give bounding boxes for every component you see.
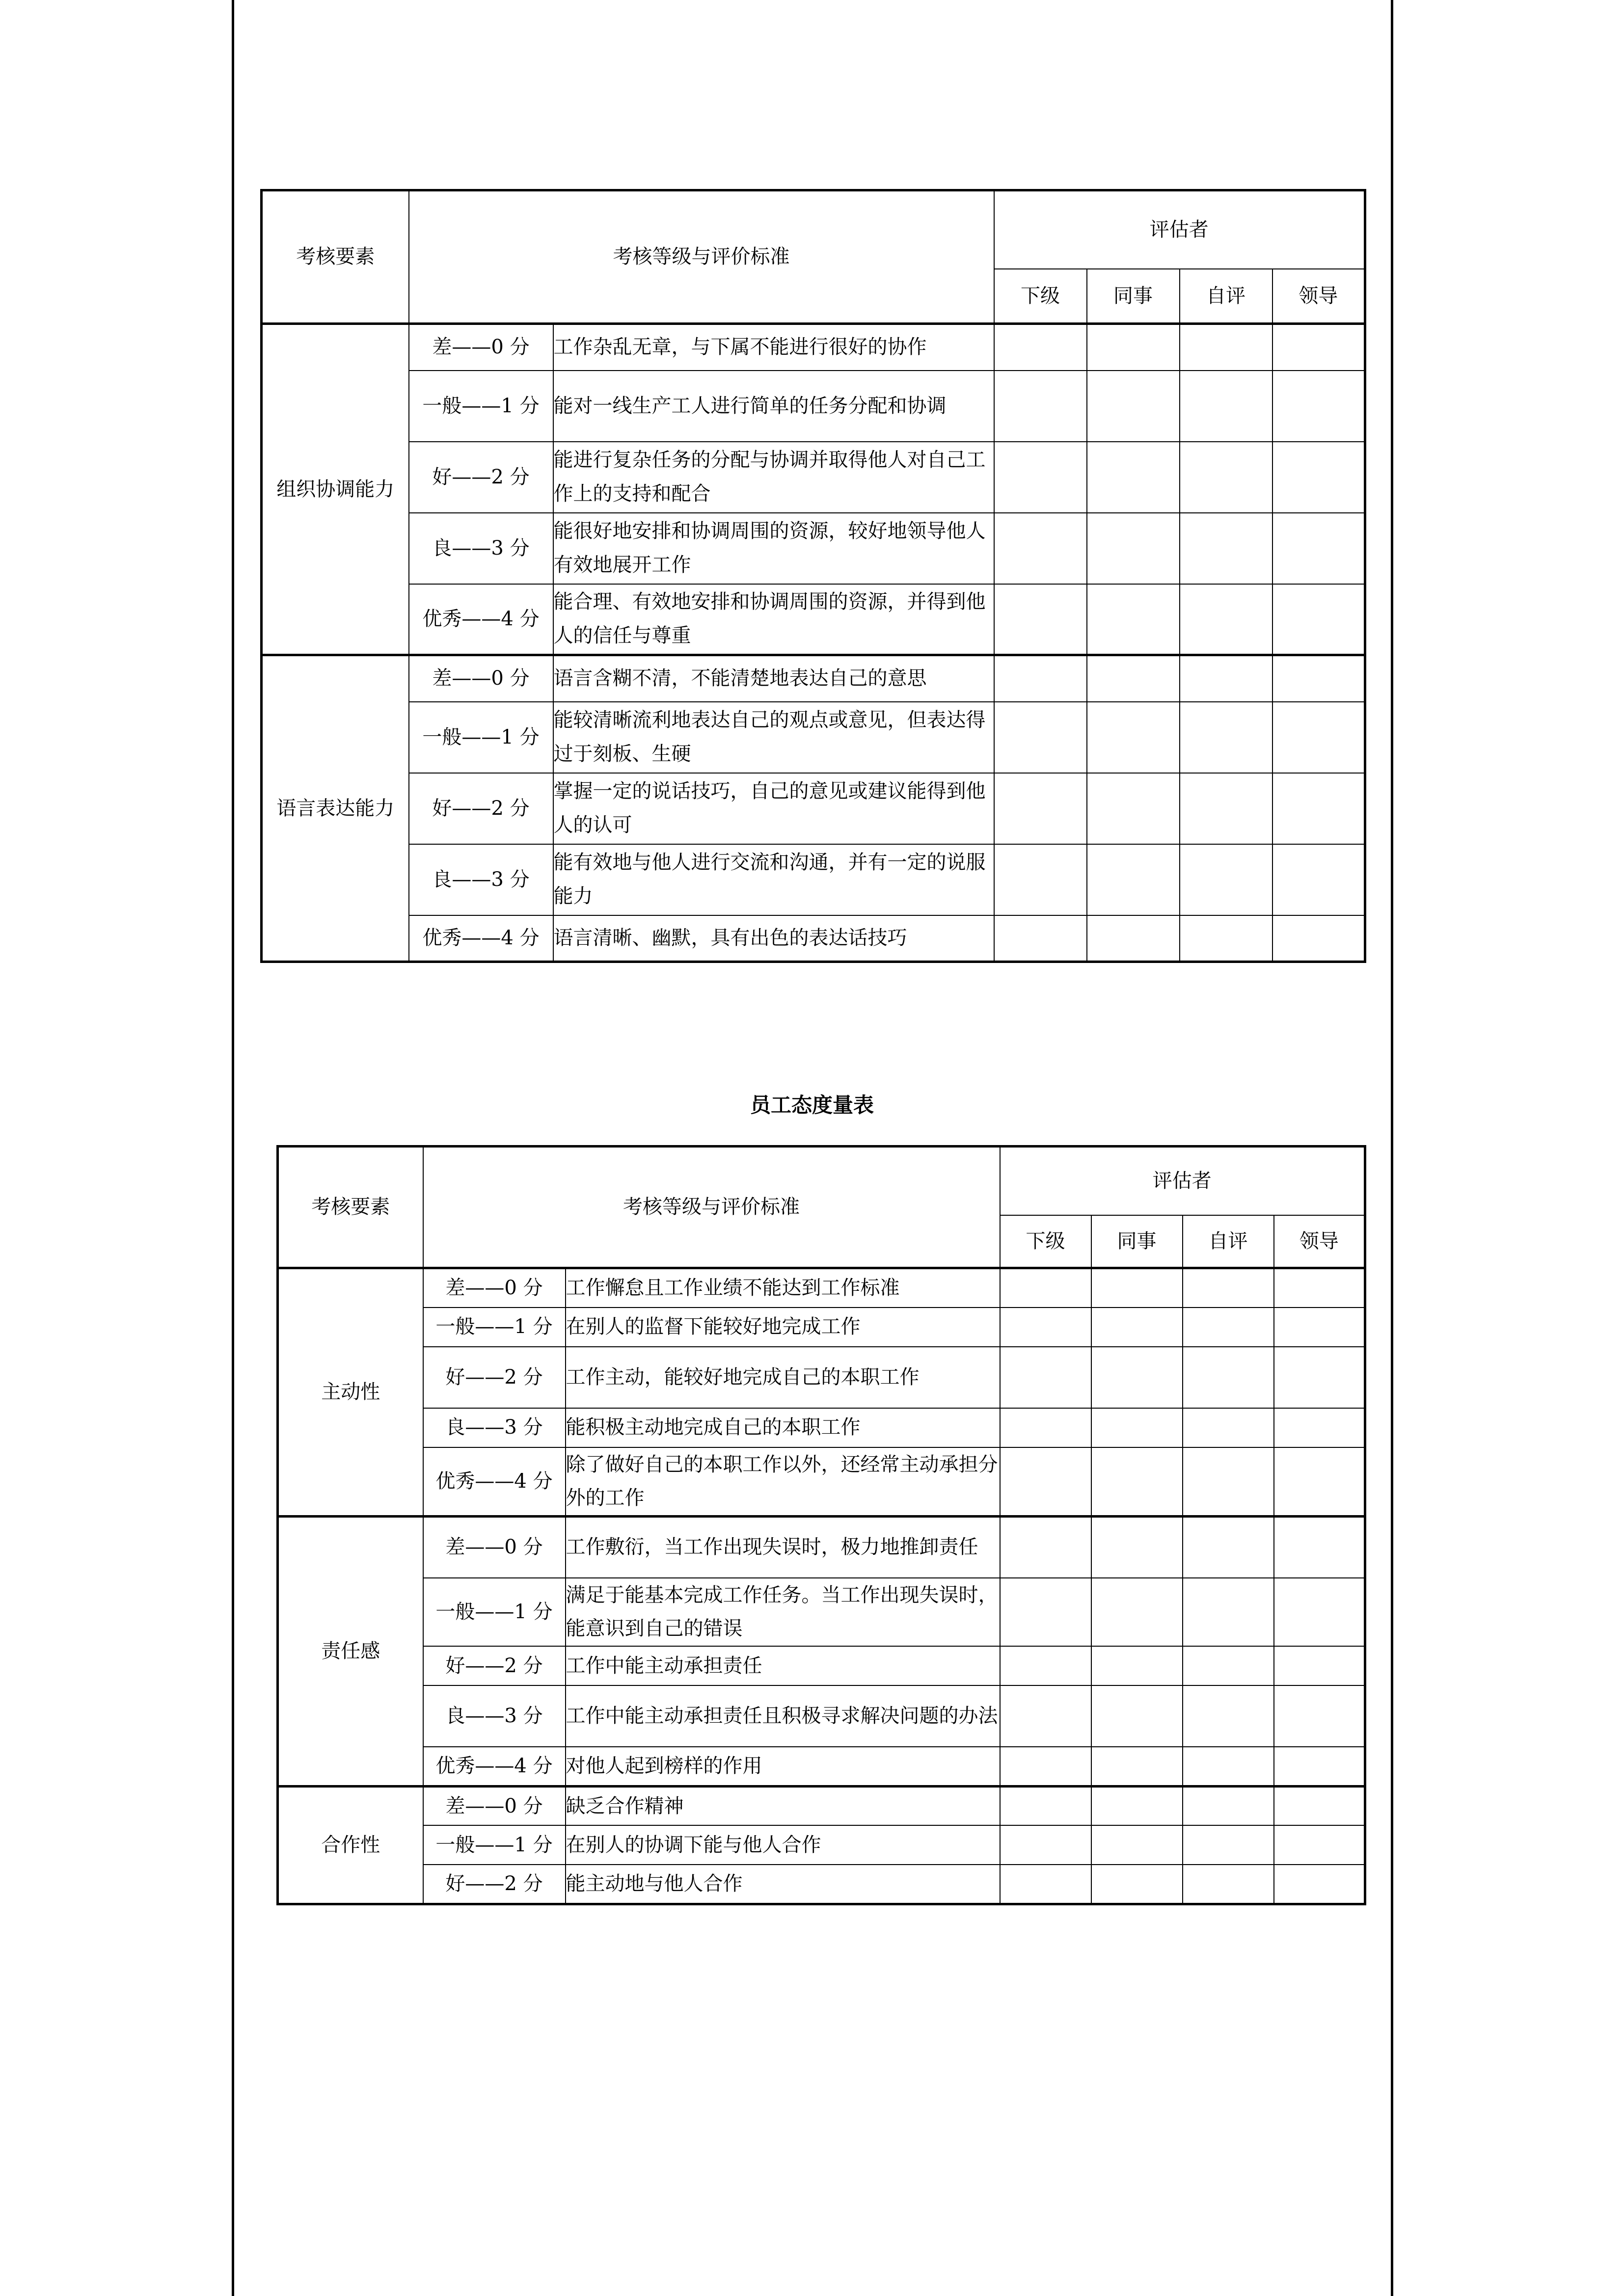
rating-description: 语言含糊不清，不能清楚地表达自己的意思 xyxy=(553,655,994,702)
score-input-自评[interactable] xyxy=(1180,773,1272,844)
section-title: 员工态度量表 xyxy=(750,1093,874,1117)
table-row xyxy=(262,844,1365,915)
rating-description: 能很好地安排和协调周围的资源，较好地领导他人有效地展开工作 xyxy=(553,513,994,584)
score-input-自评[interactable] xyxy=(1180,324,1272,371)
rating-description: 工作中能主动承担责任 xyxy=(566,1646,1000,1685)
score-input-领导[interactable] xyxy=(1274,1865,1365,1904)
score-input-同事[interactable] xyxy=(1087,584,1180,655)
rating-level: 一般——1 分 xyxy=(409,702,553,773)
rating-level: 差——0 分 xyxy=(423,1786,566,1825)
rating-level: 差——0 分 xyxy=(423,1517,566,1578)
score-input-领导[interactable] xyxy=(1274,1646,1365,1685)
factor-name: 主动性 xyxy=(278,1268,423,1517)
score-input-下级[interactable] xyxy=(1000,1786,1091,1825)
table-row xyxy=(278,1747,1365,1786)
table-row xyxy=(262,324,1365,371)
rating-level: 良——3 分 xyxy=(423,1408,566,1447)
score-input-自评[interactable] xyxy=(1180,915,1272,962)
score-input-领导[interactable] xyxy=(1274,1747,1365,1786)
score-input-领导[interactable] xyxy=(1274,1685,1365,1747)
score-input-同事[interactable] xyxy=(1091,1308,1183,1347)
score-input-领导[interactable] xyxy=(1274,1347,1365,1408)
rating-description: 能积极主动地完成自己的本职工作 xyxy=(566,1408,1000,1447)
score-input-自评[interactable] xyxy=(1180,584,1272,655)
score-input-自评[interactable] xyxy=(1180,371,1272,442)
score-input-同事[interactable] xyxy=(1087,702,1180,773)
table-row xyxy=(278,1685,1365,1747)
rating-level: 好——2 分 xyxy=(423,1865,566,1904)
score-input-下级[interactable] xyxy=(994,513,1087,584)
score-input-下级[interactable] xyxy=(1000,1447,1091,1517)
rating-level: 差——0 分 xyxy=(409,655,553,702)
score-input-下级[interactable] xyxy=(994,702,1087,773)
score-input-自评[interactable] xyxy=(1183,1747,1274,1786)
rating-level: 好——2 分 xyxy=(409,442,553,513)
score-input-下级[interactable] xyxy=(1000,1268,1091,1308)
table-row xyxy=(262,655,1365,702)
score-input-同事[interactable] xyxy=(1087,371,1180,442)
table-row xyxy=(278,1408,1365,1447)
score-input-同事[interactable] xyxy=(1091,1786,1183,1825)
score-input-领导[interactable] xyxy=(1274,1447,1365,1517)
rating-level: 良——3 分 xyxy=(423,1685,566,1747)
score-input-自评[interactable] xyxy=(1180,655,1272,702)
score-input-下级[interactable] xyxy=(1000,1685,1091,1747)
score-input-同事[interactable] xyxy=(1087,773,1180,844)
table-row xyxy=(262,702,1365,773)
table-row xyxy=(278,1825,1365,1865)
table-row xyxy=(278,1865,1365,1904)
table-header-row-primary xyxy=(278,1147,1365,1215)
header-criteria: 考核等级与评价标准 xyxy=(423,1147,1000,1268)
table-row xyxy=(278,1447,1365,1517)
header-evaluator-1: 下级 xyxy=(1000,1215,1091,1268)
header-criteria: 考核等级与评价标准 xyxy=(409,190,994,324)
header-evaluator-2: 同事 xyxy=(1087,269,1180,324)
score-input-同事[interactable] xyxy=(1091,1578,1183,1647)
score-input-领导[interactable] xyxy=(1274,1408,1365,1447)
score-input-下级[interactable] xyxy=(1000,1517,1091,1578)
header-evaluator-group: 评估者 xyxy=(994,190,1365,269)
rating-level: 差——0 分 xyxy=(409,324,553,371)
rating-description: 工作杂乱无章，与下属不能进行很好的协作 xyxy=(553,324,994,371)
rating-level: 优秀——4 分 xyxy=(423,1447,566,1517)
rating-description: 在别人的协调下能与他人合作 xyxy=(566,1825,1000,1865)
score-input-同事[interactable] xyxy=(1087,844,1180,915)
factor-name: 合作性 xyxy=(278,1786,423,1904)
table-row xyxy=(262,915,1365,962)
score-input-自评[interactable] xyxy=(1183,1786,1274,1825)
score-input-同事[interactable] xyxy=(1091,1268,1183,1308)
score-input-领导[interactable] xyxy=(1274,1308,1365,1347)
rating-description: 工作中能主动承担责任且积极寻求解决问题的办法 xyxy=(566,1685,1000,1747)
rating-description: 能进行复杂任务的分配与协调并取得他人对自己工作上的支持和配合 xyxy=(553,442,994,513)
score-input-领导[interactable] xyxy=(1272,442,1365,513)
rating-description: 缺乏合作精神 xyxy=(566,1786,1000,1825)
rating-description: 对他人起到榜样的作用 xyxy=(566,1747,1000,1786)
competency-rating-table xyxy=(260,189,1366,963)
score-input-同事[interactable] xyxy=(1091,1865,1183,1904)
score-input-下级[interactable] xyxy=(994,584,1087,655)
table-row xyxy=(262,773,1365,844)
rating-level: 一般——1 分 xyxy=(423,1308,566,1347)
table-row xyxy=(278,1268,1365,1308)
rating-description: 工作敷衍，当工作出现失误时，极力地推卸责任 xyxy=(566,1517,1000,1578)
score-input-自评[interactable] xyxy=(1183,1408,1274,1447)
rating-description: 能较清晰流利地表达自己的观点或意见，但表达得过于刻板、生硬 xyxy=(553,702,994,773)
score-input-自评[interactable] xyxy=(1183,1578,1274,1647)
score-input-下级[interactable] xyxy=(994,915,1087,962)
table-header-row-primary xyxy=(262,190,1365,269)
header-evaluator-4: 领导 xyxy=(1274,1215,1365,1268)
rating-level: 良——3 分 xyxy=(409,844,553,915)
score-input-同事[interactable] xyxy=(1091,1747,1183,1786)
rating-description: 能主动地与他人合作 xyxy=(566,1865,1000,1904)
rating-level: 一般——1 分 xyxy=(423,1578,566,1647)
score-input-同事[interactable] xyxy=(1087,324,1180,371)
table-row xyxy=(278,1347,1365,1408)
rating-description: 除了做好自己的本职工作以外，还经常主动承担分外的工作 xyxy=(566,1447,1000,1517)
table-row xyxy=(262,513,1365,584)
score-input-同事[interactable] xyxy=(1091,1685,1183,1747)
rating-level: 优秀——4 分 xyxy=(423,1747,566,1786)
score-input-领导[interactable] xyxy=(1274,1517,1365,1578)
score-input-同事[interactable] xyxy=(1091,1825,1183,1865)
rating-description: 在别人的监督下能较好地完成工作 xyxy=(566,1308,1000,1347)
rating-description: 能对一线生产工人进行简单的任务分配和协调 xyxy=(553,371,994,442)
score-input-领导[interactable] xyxy=(1272,655,1365,702)
table-row xyxy=(278,1578,1365,1647)
score-input-同事[interactable] xyxy=(1091,1408,1183,1447)
factor-name: 责任感 xyxy=(278,1517,423,1787)
score-input-下级[interactable] xyxy=(1000,1865,1091,1904)
score-input-自评[interactable] xyxy=(1180,513,1272,584)
rating-level: 好——2 分 xyxy=(409,773,553,844)
score-input-同事[interactable] xyxy=(1087,915,1180,962)
rating-level: 差——0 分 xyxy=(423,1268,566,1308)
score-input-同事[interactable] xyxy=(1087,442,1180,513)
header-factor: 考核要素 xyxy=(278,1147,423,1268)
header-evaluator-4: 领导 xyxy=(1272,269,1365,324)
header-factor: 考核要素 xyxy=(262,190,409,324)
score-input-领导[interactable] xyxy=(1274,1786,1365,1825)
score-input-领导[interactable] xyxy=(1274,1578,1365,1647)
score-input-下级[interactable] xyxy=(994,442,1087,513)
score-input-自评[interactable] xyxy=(1180,442,1272,513)
rating-description: 工作主动，能较好地完成自己的本职工作 xyxy=(566,1347,1000,1408)
rating-description: 能合理、有效地安排和协调周围的资源，并得到他人的信任与尊重 xyxy=(553,584,994,655)
score-input-自评[interactable] xyxy=(1183,1347,1274,1408)
score-input-同事[interactable] xyxy=(1091,1517,1183,1578)
score-input-下级[interactable] xyxy=(1000,1347,1091,1408)
factor-name: 语言表达能力 xyxy=(262,655,409,962)
score-input-同事[interactable] xyxy=(1087,655,1180,702)
rating-description: 能有效地与他人进行交流和沟通，并有一定的说服能力 xyxy=(553,844,994,915)
rating-level: 优秀——4 分 xyxy=(409,584,553,655)
score-input-领导[interactable] xyxy=(1272,371,1365,442)
score-input-下级[interactable] xyxy=(994,773,1087,844)
table-row xyxy=(262,584,1365,655)
score-input-领导[interactable] xyxy=(1272,513,1365,584)
score-input-下级[interactable] xyxy=(1000,1578,1091,1647)
score-input-领导[interactable] xyxy=(1272,324,1365,371)
score-input-下级[interactable] xyxy=(994,844,1087,915)
score-input-下级[interactable] xyxy=(1000,1408,1091,1447)
score-input-下级[interactable] xyxy=(994,371,1087,442)
rating-level: 一般——1 分 xyxy=(409,371,553,442)
score-input-领导[interactable] xyxy=(1272,844,1365,915)
score-input-同事[interactable] xyxy=(1091,1347,1183,1408)
rating-description: 语言清晰、幽默，具有出色的表达话技巧 xyxy=(553,915,994,962)
factor-name: 组织协调能力 xyxy=(262,324,409,655)
score-input-自评[interactable] xyxy=(1183,1517,1274,1578)
score-input-下级[interactable] xyxy=(1000,1308,1091,1347)
score-input-下级[interactable] xyxy=(1000,1825,1091,1865)
score-input-自评[interactable] xyxy=(1183,1268,1274,1308)
rating-level: 良——3 分 xyxy=(409,513,553,584)
score-input-领导[interactable] xyxy=(1272,702,1365,773)
header-evaluator-2: 同事 xyxy=(1091,1215,1183,1268)
header-evaluator-group: 评估者 xyxy=(1000,1147,1365,1215)
table-row xyxy=(262,371,1365,442)
score-input-自评[interactable] xyxy=(1180,702,1272,773)
rating-level: 好——2 分 xyxy=(423,1347,566,1408)
table-row xyxy=(278,1308,1365,1347)
table-row xyxy=(262,442,1365,513)
score-input-同事[interactable] xyxy=(1091,1646,1183,1685)
score-input-下级[interactable] xyxy=(994,324,1087,371)
score-input-自评[interactable] xyxy=(1183,1865,1274,1904)
score-input-自评[interactable] xyxy=(1183,1646,1274,1685)
score-input-自评[interactable] xyxy=(1183,1447,1274,1517)
rating-level: 一般——1 分 xyxy=(423,1825,566,1865)
score-input-领导[interactable] xyxy=(1274,1268,1365,1308)
table-row xyxy=(278,1646,1365,1685)
score-input-下级[interactable] xyxy=(1000,1646,1091,1685)
rating-level: 好——2 分 xyxy=(423,1646,566,1685)
score-input-领导[interactable] xyxy=(1272,584,1365,655)
rating-description: 工作懈怠且工作业绩不能达到工作标准 xyxy=(566,1268,1000,1308)
rating-description: 满足于能基本完成工作任务。当工作出现失误时，能意识到自己的错误 xyxy=(566,1578,1000,1647)
header-evaluator-3: 自评 xyxy=(1180,269,1272,324)
score-input-同事[interactable] xyxy=(1087,513,1180,584)
rating-description: 掌握一定的说话技巧，自己的意见或建议能得到他人的认可 xyxy=(553,773,994,844)
score-input-自评[interactable] xyxy=(1183,1308,1274,1347)
score-input-下级[interactable] xyxy=(994,655,1087,702)
score-input-下级[interactable] xyxy=(1000,1747,1091,1786)
table-row xyxy=(278,1517,1365,1578)
rating-level: 优秀——4 分 xyxy=(409,915,553,962)
score-input-自评[interactable] xyxy=(1183,1685,1274,1747)
score-input-领导[interactable] xyxy=(1274,1825,1365,1865)
score-input-自评[interactable] xyxy=(1183,1825,1274,1865)
score-input-自评[interactable] xyxy=(1180,844,1272,915)
header-evaluator-3: 自评 xyxy=(1183,1215,1274,1268)
score-input-领导[interactable] xyxy=(1272,915,1365,962)
score-input-领导[interactable] xyxy=(1272,773,1365,844)
score-input-同事[interactable] xyxy=(1091,1447,1183,1517)
attitude-rating-table xyxy=(276,1145,1366,1905)
header-evaluator-1: 下级 xyxy=(994,269,1087,324)
table-row xyxy=(278,1786,1365,1825)
